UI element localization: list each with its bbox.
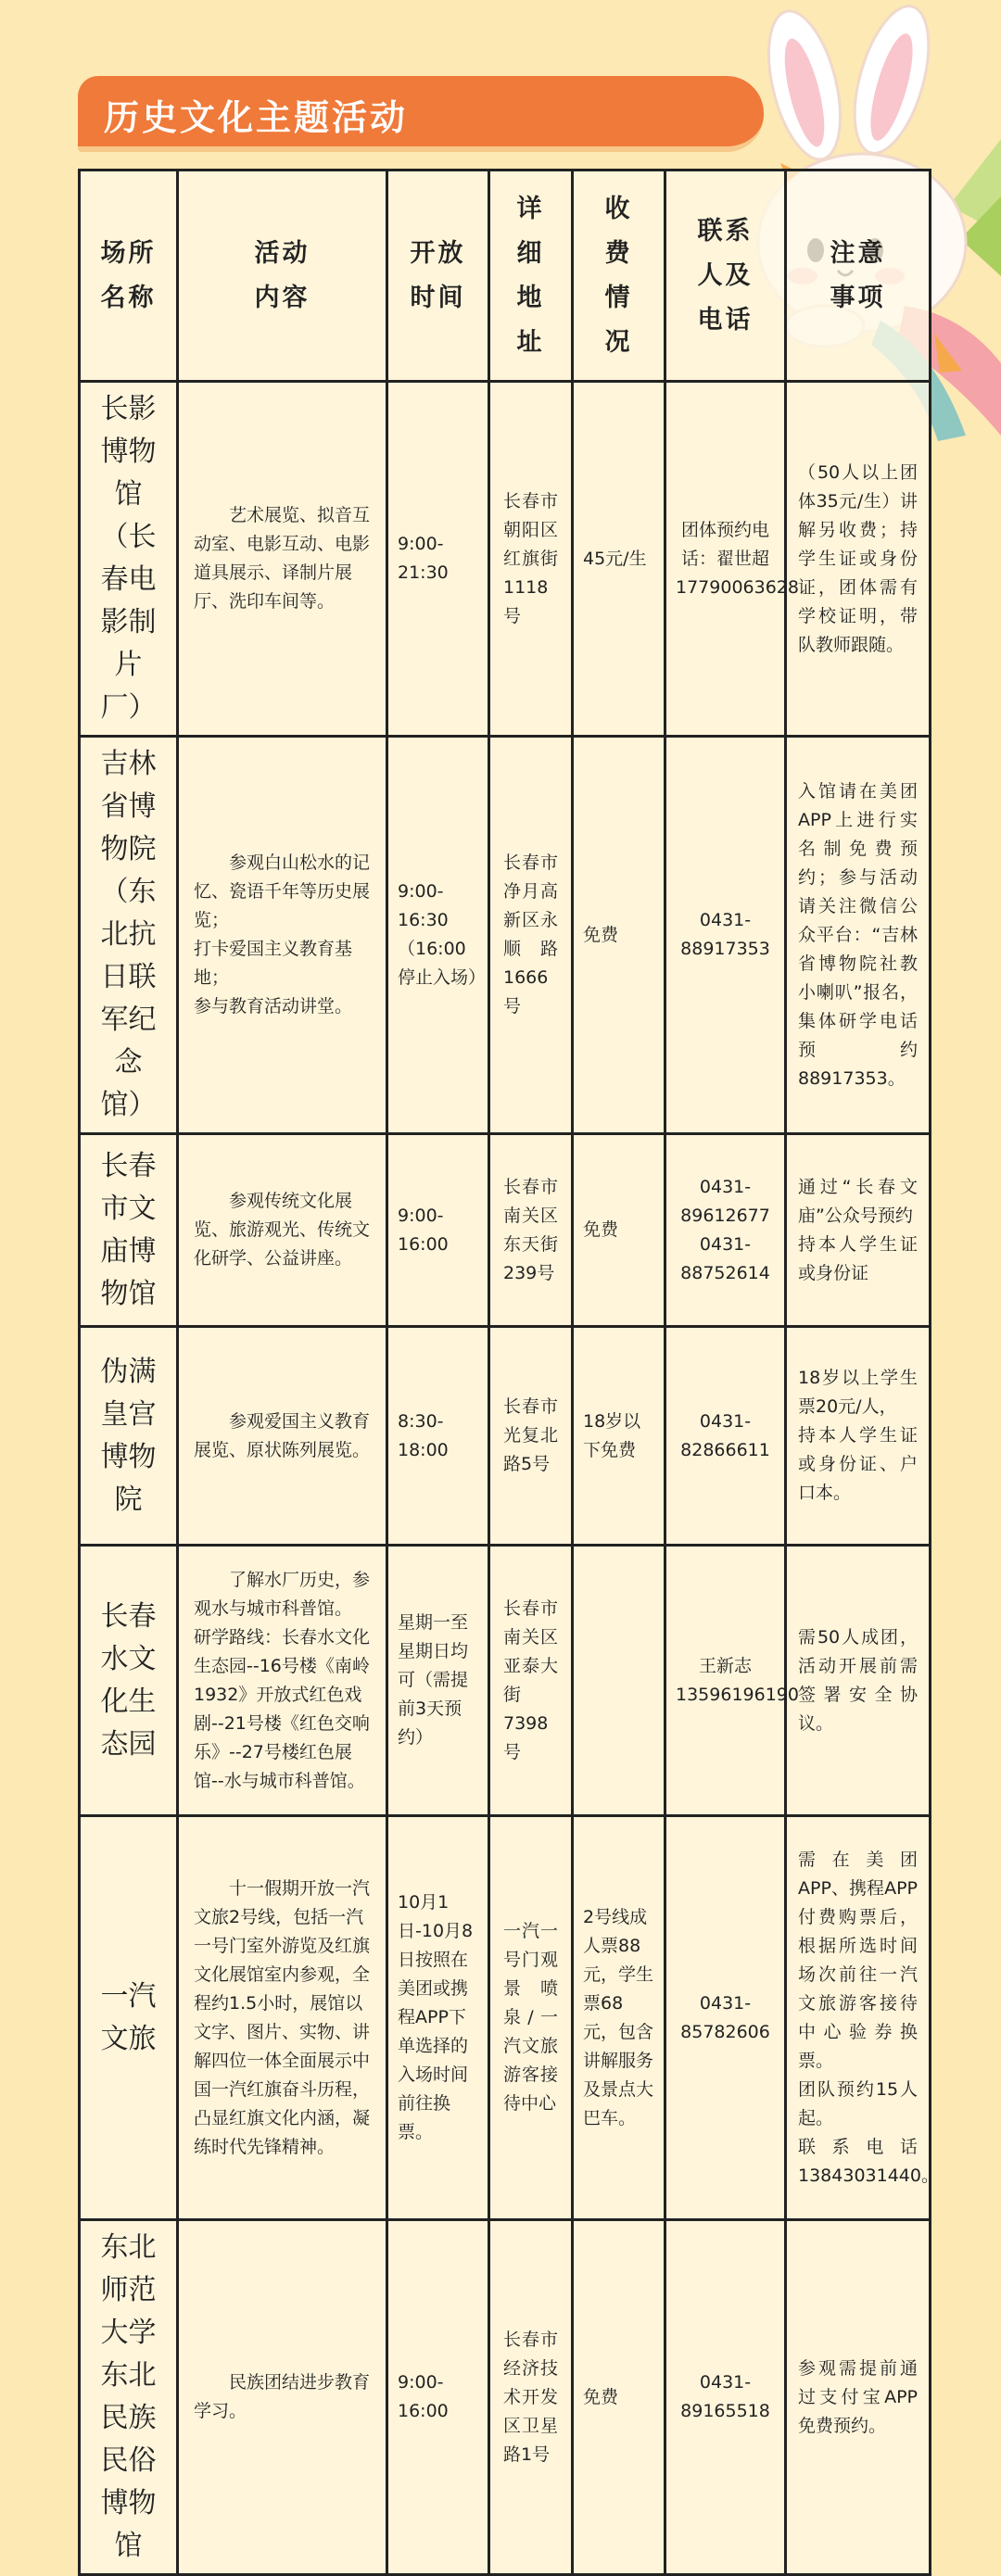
header-venue: 场所 名称 [80,170,178,382]
venue-name: 一汽文旅 [80,1816,178,2220]
address: 长春市经济技术开发区卫星路1号 [489,2220,573,2575]
contact: 王新志13596196190 [665,1546,786,1816]
notes: 需在美团APP、携程APP付费购票后，根据所选时间场次前往一汽文旅游客接待中心验券换票。 团队预约15人起。 联系电话13843031440。 [786,1816,931,2220]
header-notes: 注意 事项 [786,170,931,382]
fee: 免费 [573,2220,665,2575]
fee: 45元/生 [573,382,665,737]
header-content: 活动 内容 [178,170,387,382]
section-header-bar [78,76,764,152]
notes: 入馆请在美团APP上进行实名制免费预约；参与活动请关注微信公众平台：“吉林省博物院社教小喇叭”报名，集体研学电话预约88917353。 [786,737,931,1134]
venue-name: 长春市文庙博物馆 [80,1134,178,1327]
opening-hours: 9:00-16:00 [387,1134,489,1327]
opening-hours: 9:00-16:00 [387,2220,489,2575]
venue-name: 长影博物馆（长春电影制片厂） [80,382,178,737]
table-row [80,1546,931,1816]
address: 一汽一号门观景喷泉/一汽文旅游客接待中心 [489,1816,573,2220]
notes: 需50人成团，活动开展前需签署安全协议。 [786,1546,931,1816]
table-row [80,1816,931,2220]
table-row [80,1327,931,1546]
opening-hours: 9:00-21:30 [387,382,489,737]
address: 长春市南关区亚泰大街7398号 [489,1546,573,1816]
venue-name: 伪满皇宫博物院 [80,1327,178,1546]
venue-name: 吉林省博物院（东北抗日联军纪念馆） [80,737,178,1134]
notes: （50人以上团体35元/生）讲解另收费；持学生证或身份证，团体需有学校证明，带队教师跟随。 [786,382,931,737]
header-contact: 联系 人及 电话 [665,170,786,382]
contact: 0431-82866611 [665,1327,786,1546]
header-hours: 开放 时间 [387,170,489,382]
notes: 18岁以上学生票20元/人， 持本人学生证或身份证、户口本。 [786,1327,931,1546]
section-title: 历史文化主题活动 [104,97,409,138]
activity-table [78,169,939,2576]
contact: 0431-89165518 [665,2220,786,2575]
address: 长春市光复北路5号 [489,1327,573,1546]
contact: 团体预约电话：翟世超17790063628 [665,382,786,737]
contact: 0431-89612677 0431-88752614 [665,1134,786,1327]
contact: 0431-85782606 [665,1816,786,2220]
notes: 通过“长春文庙”公众号预约 持本人学生证或身份证 [786,1134,931,1327]
activity-content: 参观传统文化展览、旅游观光、传统文化研学、公益讲座。 [178,1134,387,1327]
header-address: 详 细 地 址 [489,170,573,382]
table-row [80,737,931,1134]
activity-content: 了解水厂历史，参观水与城市科普馆。 研学路线：长春水文化生态园--16号楼《南岭1932》开放式红色戏剧--21号楼《红色交响乐》--27号楼红色展馆--水与城市科普馆。 [178,1546,387,1816]
table-row [80,1134,931,1327]
venue-name: 长春水文化生态园 [80,1546,178,1816]
opening-hours: 9:00-16:30（16:00停止入场） [387,737,489,1134]
activity-table-container [78,169,939,2562]
opening-hours: 10月1日-10月8日按照在美团或携程APP下单选择的入场时间前往换票。 [387,1816,489,2220]
address: 长春市南关区东天街239号 [489,1134,573,1327]
activity-content: 参观爱国主义教育展览、原状陈列展览。 [178,1327,387,1546]
fee: 2号线成人票88元，学生票68元，包含讲解服务及景点大巴车。 [573,1816,665,2220]
contact: 0431-88917353 [665,737,786,1134]
header-fee: 收 费 情 况 [573,170,665,382]
fee: 免费 [573,1134,665,1327]
fee: 免费 [573,737,665,1134]
table-row [80,2220,931,2575]
opening-hours: 星期一至星期日均可（需提前3天预约） [387,1546,489,1816]
activity-content: 参观白山松水的记忆、瓷语千年等历史展览； 打卡爱国主义教育基地； 参与教育活动讲堂。 [178,737,387,1134]
activity-content: 民族团结进步教育学习。 [178,2220,387,2575]
opening-hours: 8:30-18:00 [387,1327,489,1546]
table-header-row [80,170,931,382]
address: 长春市朝阳区红旗街1118号 [489,382,573,737]
activity-content: 艺术展览、拟音互动室、电影互动、电影道具展示、译制片展厅、洗印车间等。 [178,382,387,737]
fee: 18岁以下免费 [573,1327,665,1546]
address: 长春市净月高新区永顺路1666号 [489,737,573,1134]
fee [573,1546,665,1816]
notes: 参观需提前通过支付宝APP免费预约。 [786,2220,931,2575]
activity-content: 十一假期开放一汽文旅2号线，包括一汽一号门室外游览及红旗文化展馆室内参观，全程约1.5小时，展馆以文字、图片、实物、讲解四位一体全面展示中国一汽红旗奋斗历程，凸显红旗文化内涵，凝练时代先锋精神。 [178,1816,387,2220]
table-row [80,382,931,737]
venue-name: 东北师范大学东北民族民俗博物馆 [80,2220,178,2575]
